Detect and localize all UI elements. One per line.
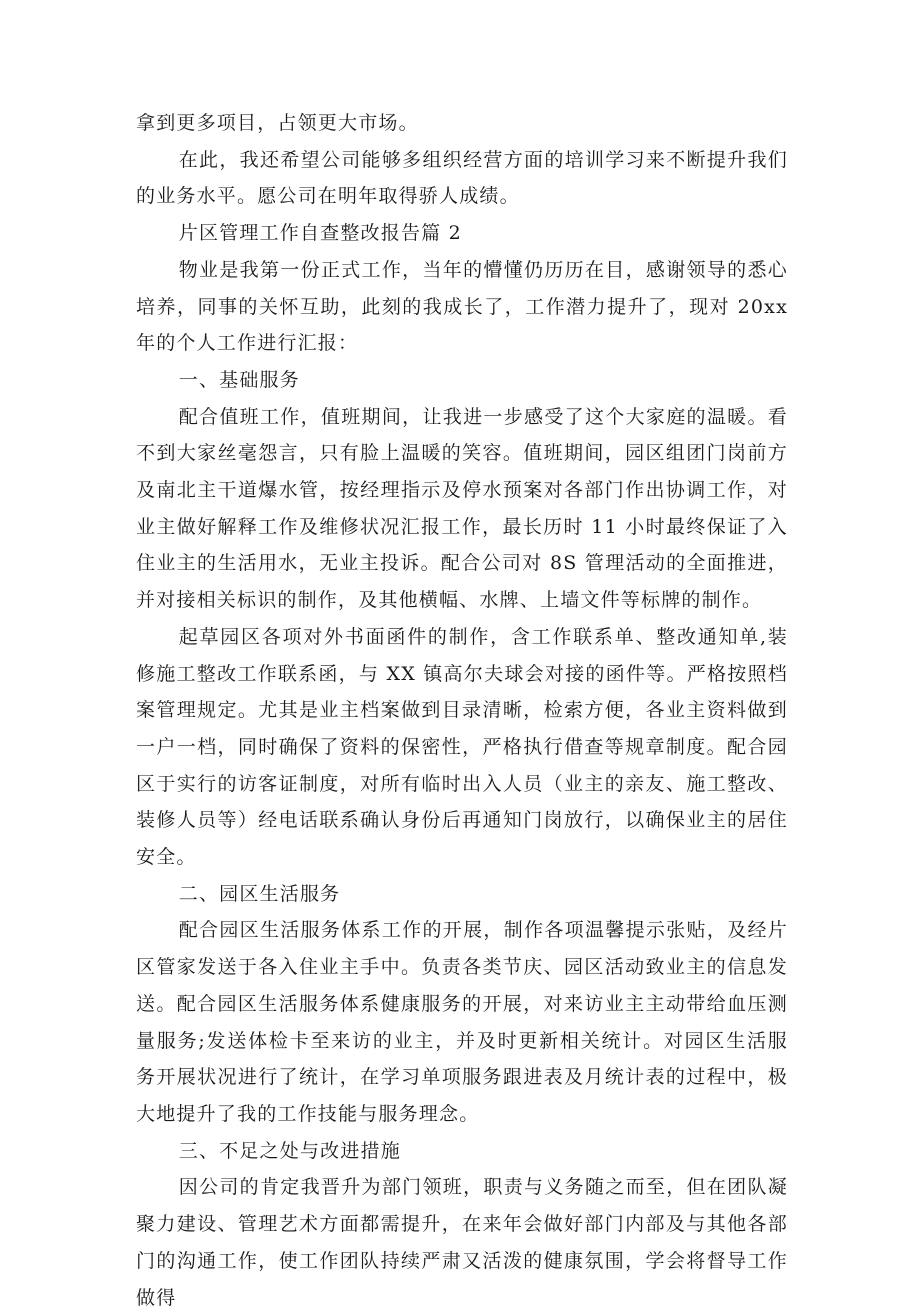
section-heading-life-service: 二、园区生活服务: [178, 882, 341, 905]
paragraph-training-hope: 在此，我还希望公司能够多组织经营方面的培训学习来不断提升我们的业务水平。愿公司在明年取得骄人成绩。: [136, 148, 788, 208]
paragraph-life-service: 配合园区生活服务体系工作的开展，制作各项温馨提示张贴，及经片区管家发送于各入住业主手中。负责各类节庆、园区活动致业主的信息发送。配合园区生活服务体系健康服务的开展，对来访业主主动带给血压测量服务;发送体检卡至来访的业主，并及时更新相关统计。对园区生活服务开展状况进行了统计，在学习单项服务跟进表及月统计表的过程中，极大地提升了我的工作技能与服务理念。: [136, 919, 788, 1125]
paragraph-duty-work: 配合值班工作，值班期间，让我进一步感受了这个大家庭的温暖。看不到大家丝毫怨言，只有脸上温暖的笑容。值班期间，园区组团门岗前方及南北主干道爆水管，按经理指示及停水预案对各部门作出协调工作，对业主做好解释工作及维修状况汇报工作，最长历时 11 小时最终保证了入住业主的生活用水，无业主投诉。配合公司对 8S 管理活动的全面推进，并对接相关标识的制作，及其他横幅、水牌、上墙文件等标牌的制作。: [136, 405, 788, 612]
paragraph-improvement: 因公司的肯定我晋升为部门领班，职责与义务随之而至，但在团队凝聚力建设、管理艺术方面都需提升，在来年会做好部门内部及与其他各部门的沟通工作，使工作团队持续严肃又活泼的健康氛围，学会将督导工作做得: [136, 1176, 788, 1309]
section-heading-basic-service: 一、基础服务: [178, 368, 300, 391]
paragraph-continuation: 拿到更多项目，占领更大市场。: [136, 112, 419, 134]
document-body: [136, 105, 788, 1316]
section-title-report-2: 片区管理工作自查整改报告篇 2: [178, 222, 462, 245]
section-heading-shortcomings: 三、不足之处与改进措施: [178, 1139, 401, 1162]
paragraph-document-drafting: 起草园区各项对外书面函件的制作，含工作联系单、整改通知单,装修施工整改工作联系函，与 XX 镇高尔夫球会对接的函件等。严格按照档案管理规定。尤其是业主档案做到目录清晰，检索方便，各业主资料做到一户一档，同时确保了资料的保密性，严格执行借查等规章制度。配合园区于实行的访客证制度，对所有临时出入人员（业主的亲友、施工整改、装修人员等）经电话联系确认身份后再通知门岗放行，以确保业主的居住安全。: [136, 625, 788, 869]
paragraph-intro: 物业是我第一份正式工作，当年的懵懂仍历历在目，感谢领导的悉心培养，同事的关怀互助，此刻的我成长了，工作潜力提升了，现对 20xx 年的个人工作进行汇报：: [136, 258, 788, 355]
